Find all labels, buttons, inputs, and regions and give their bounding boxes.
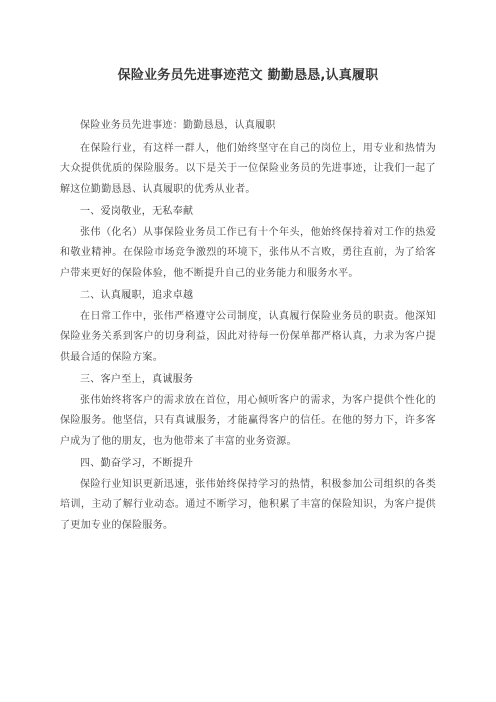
section-heading-1: 一、爱岗敬业，无私奉献: [80, 206, 194, 217]
document-subtitle: 保险业务员先进事迹：勤勤恳恳，认真履职: [80, 120, 276, 131]
section-body-3: 张伟始终将客户的需求放在首位，用心倾听客户的需求，为客户提供个性化的保险服务。他坚信，只有真诚服务，才能赢得客户的信任。在他的努力下，许多客户成为了他的朋友，也为他带来了丰富的业务资源。: [60, 394, 436, 447]
section-heading-4: 四、勤奋学习，不断提升: [80, 458, 194, 469]
section-heading-3: 三、客户至上，真诚服务: [80, 374, 194, 385]
document-body: [60, 116, 436, 536]
section-body-1: 张伟（化名）从事保险业务员工作已有十个年头，他始终保持着对工作的热爱和敬业精神。在保险市场竞争激烈的环境下，张伟从不言败，勇往直前，为了给客户带来更好的保险体验，他不断提升自己的业务能力和服务水平。: [60, 226, 436, 279]
section-body-2: 在日常工作中，张伟严格遵守公司制度，认真履行保险业务员的职责。他深知保险业务关系到客户的切身利益，因此对待每一份保单都严格认真，力求为客户提供最合适的保险方案。: [60, 310, 436, 363]
document-title: 保险业务员先进事迹范文 勤勤恳恳,认真履职: [117, 68, 379, 83]
section-body-4: 保险行业知识更新迅速，张伟始终保持学习的热情，积极参加公司组织的各类培训，主动了解行业动态。通过不断学习，他积累了丰富的保险知识，为客户提供了更加专业的保险服务。: [60, 478, 436, 531]
section-heading-2: 二、认真履职，追求卓越: [80, 290, 194, 301]
intro-paragraph: 在保险行业，有这样一群人，他们始终坚守在自己的岗位上，用专业和热情为大众提供优质的保险服务。以下是关于一位保险业务员的先进事迹，让我们一起了解这位勤勤恳恳、认真履职的优秀从业者。: [60, 142, 436, 195]
